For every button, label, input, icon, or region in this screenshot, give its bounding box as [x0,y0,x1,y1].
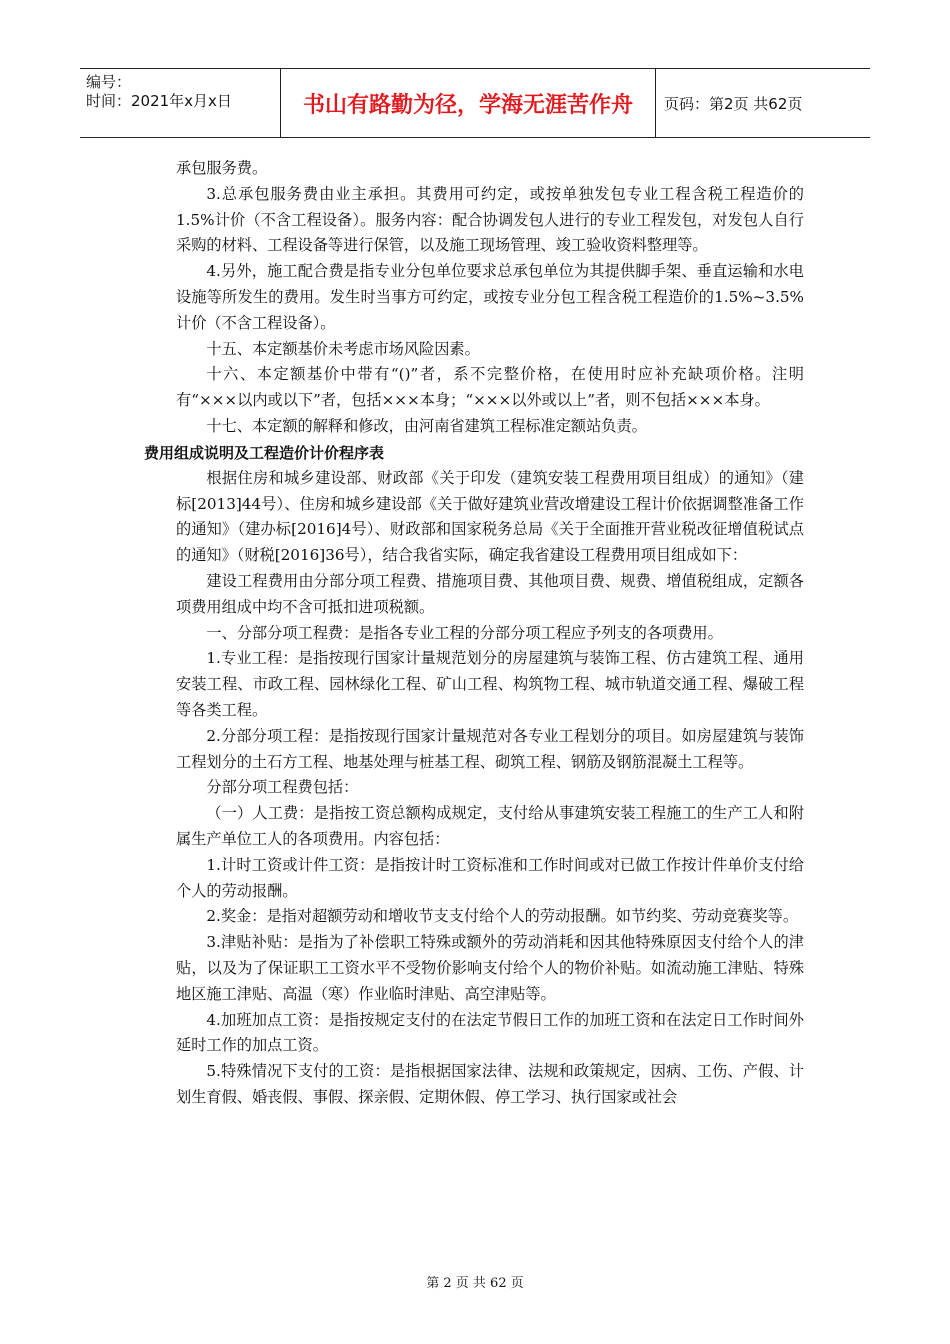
header-page-info: 页码：第2页 共62页 [664,94,803,113]
paragraph: 5.特殊情况下支付的工资：是指根据国家法律、法规和政策规定，因病、工伤、产假、计划生育假、婚丧假、事假、探亲假、定期休假、停工学习、执行国家或社会 [176,1062,804,1106]
paragraph: 1.专业工程：是指按现行国家计量规范划分的房屋建筑与装饰工程、仿古建筑工程、通用安装工程、市政工程、园林绿化工程、矿山工程、构筑物工程、城市轨道交通工程、爆破工程等各类工程。 [176,649,804,719]
paragraph: 十五、本定额基价未考虑市场风险因素。 [206,339,480,358]
header-motto: 书山有路勤为径，学海无涯苦作舟 [281,69,656,137]
document-body [144,156,804,1111]
paragraph: 一、分部分项工程费：是指各专业工程的分部分项工程应予列支的各项费用。 [206,623,723,642]
section-heading: 费用组成说明及工程造价计价程序表 [144,443,385,462]
paragraph: 4.加班加点工资：是指按规定支付的在法定节假日工作的加班工资和在法定日工作时间外延时工作的加点工资。 [176,1010,804,1055]
paragraph: 4.另外，施工配合费是指专业分包单位要求总承包单位为其提供脚手架、垂直运输和水电设施等所发生的费用。发生时当事方可约定，或按专业分包工程含税工程造价的1.5%~3.5%计价（不含工程设备）。 [176,262,804,332]
paragraph: 3.津贴补贴：是指为了补偿职工特殊或额外的劳动消耗和因其他特殊原因支付给个人的津贴，以及为了保证职工工资水平不受物价影响支付给个人的物价补贴。如流动施工津贴、特殊地区施工津贴、高温（寒）作业临时津贴、高空津贴等。 [176,933,804,1003]
paragraph: 分部分项工程费包括： [206,778,359,797]
paragraph: 十七、本定额的解释和修改，由河南省建筑工程标准定额站负责。 [206,416,647,435]
paragraph: 承包服务费。 [176,159,268,177]
paragraph: 十六、本定额基价中带有“()”者，系不完整价格，在使用时应补充缺项价格。注明有“×××以内或以下”者，包括×××本身；“×××以外或以上”者，则不包括×××本身。 [176,365,804,410]
paragraph: 3.总承包服务费由业主承担。其费用可约定，或按单独发包专业工程含税工程造价的1.5%计价（不含工程设备）。服务内容：配合协调发包人进行的专业工程发包，对发包人自行采购的材料、工程设备等进行保管，以及施工现场管理、竣工验收资料整理等。 [176,184,804,255]
paragraph: 根据住房和城乡建设部、财政部《关于印发（建筑安装工程费用项目组成）的通知》（建标[2013]44号）、住房和城乡建设部《关于做好建筑业营改增建设工程计价依据调整准备工作的通知》（建办标[2016]4号）、财政部和国家税务总局《关于全面推开营业税改征增值税试点的通知》（财税[2016]36号），结合我省实际，确定我省建设工程费用项目组成如下： [176,468,804,565]
header-meta [80,69,281,137]
page-header [80,68,870,138]
paragraph: 1.计时工资或计件工资：是指按计时工资标准和工作时间或对已做工作按计件单价支付给个人的劳动报酬。 [176,855,804,900]
paragraph: 2.分部分项工程：是指按现行国家计量规范对各专业工程划分的项目。如房屋建筑与装饰工程划分的土石方工程、地基处理与桩基工程、砌筑工程、钢筋及钢筋混凝土工程等。 [176,726,804,771]
paragraph: （一）人工费：是指按工资总额构成规定，支付给从事建筑安装工程施工的生产工人和附属生产单位工人的各项费用。内容包括： [176,804,804,848]
date-label: 时间：2021年x月x日 [86,92,232,110]
number-label: 编号： [86,73,132,91]
page-footer: 第 2 页 共 62 页 [426,1276,524,1291]
paragraph: 2.奖金：是指对超额劳动和增收节支支付给个人的劳动报酬。如节约奖、劳动竞赛奖等。 [206,907,799,926]
paragraph: 建设工程费用由分部分项工程费、措施项目费、其他项目费、规费、增值税组成，定额各项费用组成中均不含可抵扣进项税额。 [176,571,804,616]
